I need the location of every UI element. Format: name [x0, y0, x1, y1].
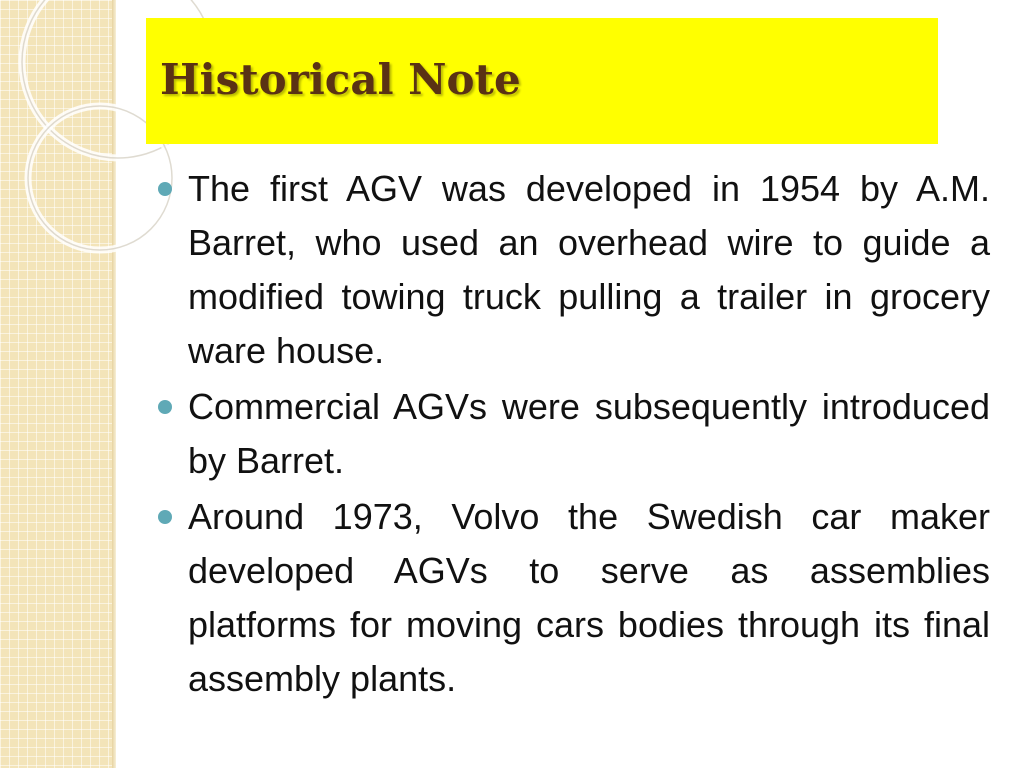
bullet-list — [158, 162, 990, 708]
list-item — [158, 162, 990, 378]
title-banner — [146, 18, 938, 144]
list-item — [158, 380, 990, 488]
bullet-text: Around 1973, Volvo the Swedish car maker developed AGVs to serve as assemblies platforms for moving cars bodies through its final assembly plants. — [188, 496, 990, 699]
bullet-icon — [158, 510, 172, 524]
bullet-text: The first AGV was developed in 1954 by A.M. Barret, who used an overhead wire to guide a modified towing truck pulling a trailer in grocery ware house. — [188, 168, 990, 371]
slide-title: Historical Note — [160, 55, 521, 104]
bullet-text: Commercial AGVs were subsequently introduced by Barret. — [188, 386, 990, 481]
list-item — [158, 490, 990, 706]
bullet-icon — [158, 400, 172, 414]
bullet-icon — [158, 182, 172, 196]
